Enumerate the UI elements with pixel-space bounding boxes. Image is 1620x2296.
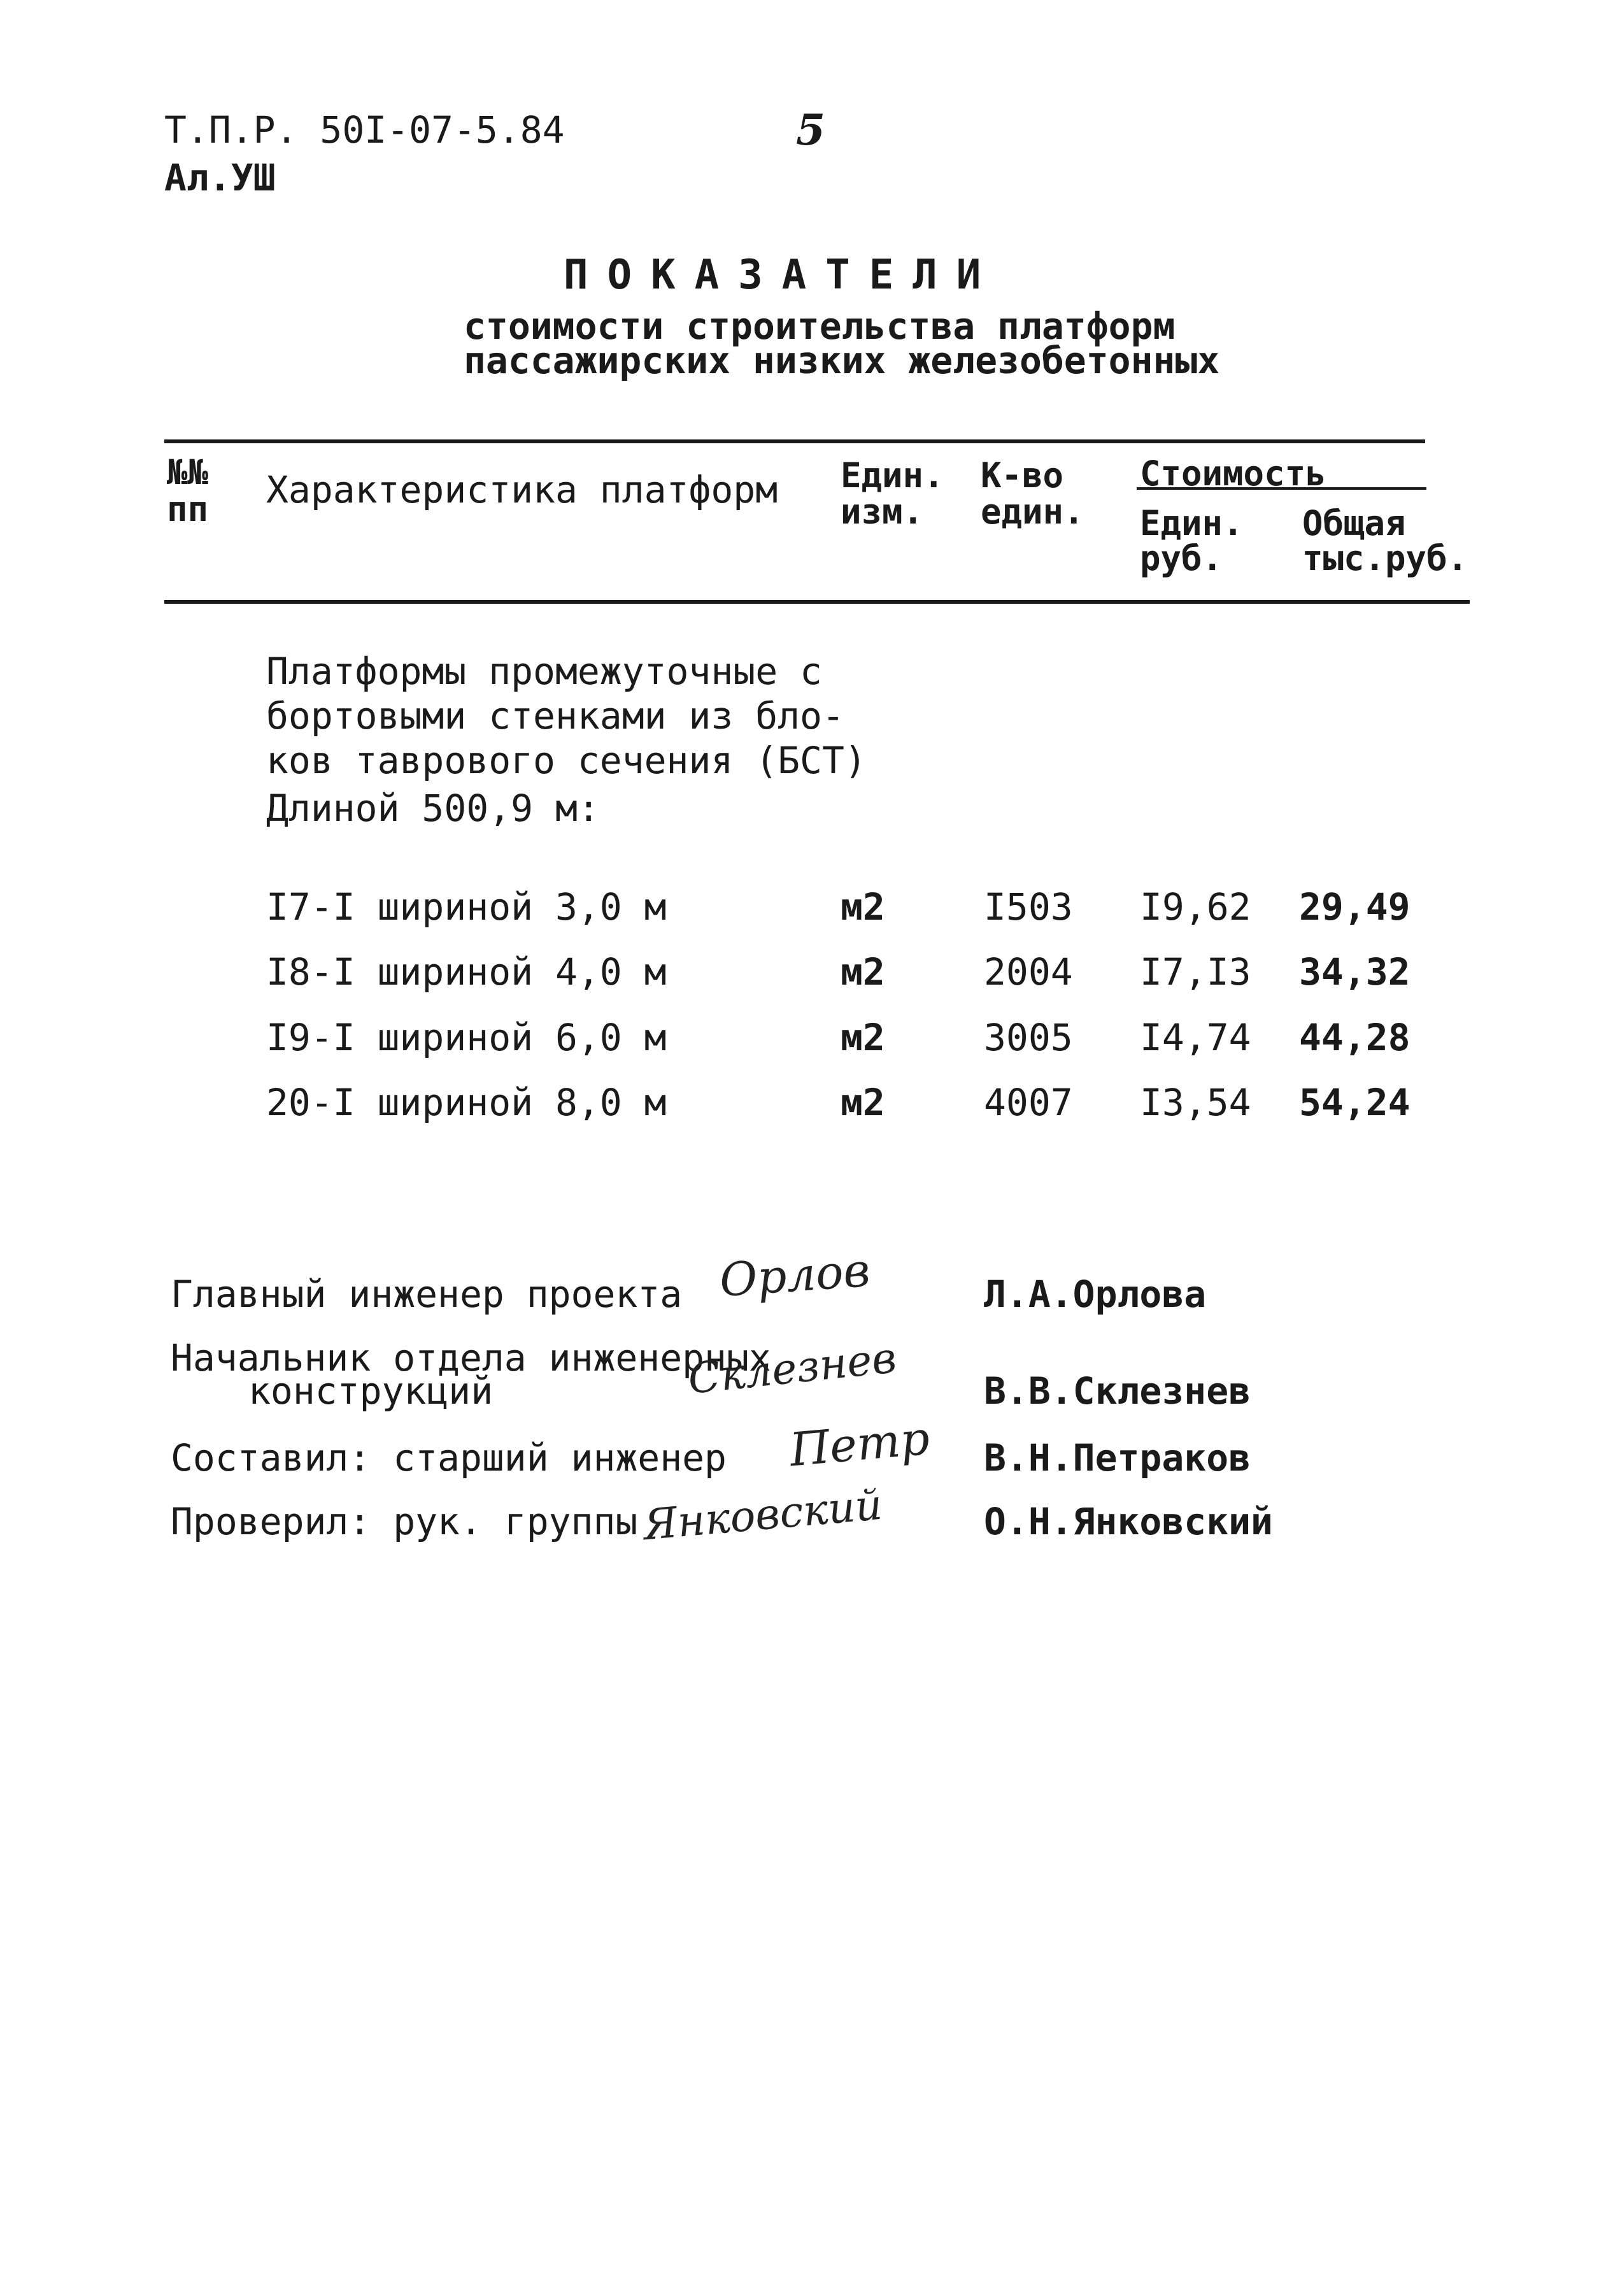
row-qty: 4007	[984, 1081, 1073, 1124]
header-unit-line1: Един.	[841, 455, 944, 496]
row-total-cost: 34,32	[1299, 950, 1410, 994]
signatory-role-line2: конструкций	[248, 1369, 494, 1413]
album-label: Ал.УШ	[164, 156, 276, 199]
signatory-role: Главный инженер проекта	[171, 1273, 683, 1316]
row-unit: м2	[841, 1016, 885, 1059]
signatory-name: В.Н.Петраков	[984, 1436, 1251, 1480]
handwritten-signature: Орлов	[718, 1243, 872, 1308]
document-code: Т.П.Р. 50I-07-5.84	[164, 108, 565, 152]
group-description-line1: Платформы промежуточные с	[266, 650, 822, 693]
signatory-role: Проверил: рук. группы	[171, 1500, 638, 1543]
signatory-name: Л.А.Орлова	[984, 1273, 1207, 1316]
header-unit-cost-line2: руб.	[1140, 538, 1223, 578]
row-total-cost: 29,49	[1299, 885, 1410, 929]
table-top-rule	[164, 439, 1425, 443]
handwritten-signature: Петр	[787, 1411, 932, 1477]
header-num-line2: пп	[167, 489, 209, 529]
header-qty-line1: К-во	[981, 455, 1064, 496]
header-unit-line2: изм.	[841, 492, 924, 532]
row-unit-cost: I3,54	[1140, 1081, 1251, 1124]
header-unit-cost-line1: Един.	[1140, 503, 1244, 543]
row-unit: м2	[841, 1081, 885, 1124]
row-characteristic: I9-I шириной 6,0 м	[266, 1016, 667, 1059]
page-title: ПОКАЗАТЕЛИ	[564, 252, 1000, 299]
row-total-cost: 54,24	[1299, 1081, 1410, 1124]
signatory-name: В.В.Склезнев	[984, 1369, 1251, 1413]
header-total-cost-line2: тыс.руб.	[1302, 538, 1468, 578]
group-description-line2: бортовыми стенками из бло-	[266, 694, 844, 738]
row-characteristic: I8-I шириной 4,0 м	[266, 950, 667, 994]
row-characteristic: 20-I шириной 8,0 м	[266, 1081, 667, 1124]
table-header-bottom-rule	[164, 600, 1470, 604]
subtitle-line-1: стоимости строительства платформ	[464, 304, 1176, 348]
group-description-line3: ков таврового сечения (БСТ)	[266, 739, 867, 782]
row-characteristic: I7-I шириной 3,0 м	[266, 885, 667, 929]
header-cost-group: Стоимость	[1140, 453, 1326, 494]
row-unit-cost: I9,62	[1140, 885, 1251, 929]
row-qty: 2004	[984, 950, 1073, 994]
header-total-cost-line1: Общая	[1302, 503, 1406, 543]
row-total-cost: 44,28	[1299, 1016, 1410, 1059]
row-unit-cost: I7,I3	[1140, 950, 1251, 994]
signatory-role: Составил: старший инженер	[171, 1436, 727, 1480]
header-num-line1: №№	[167, 452, 209, 492]
header-characteristic: Характеристика платформ	[266, 468, 778, 511]
row-qty: I503	[984, 885, 1073, 929]
subtitle-line-2: пассажирских низких железобетонных	[464, 339, 1220, 382]
row-unit-cost: I4,74	[1140, 1016, 1251, 1059]
row-qty: 3005	[984, 1016, 1073, 1059]
signatory-role: Начальник отдела инженерных	[171, 1336, 771, 1380]
row-unit: м2	[841, 885, 885, 929]
signatory-name: О.Н.Янковский	[984, 1500, 1273, 1543]
group-description-line4: Длиной 500,9 м:	[266, 787, 600, 830]
header-qty-line2: един.	[981, 492, 1084, 532]
handwritten-signature: Янковский	[641, 1480, 885, 1550]
handwritten-signature: Склезнев	[685, 1333, 899, 1404]
row-unit: м2	[841, 950, 885, 994]
page-number: 5	[796, 105, 825, 155]
